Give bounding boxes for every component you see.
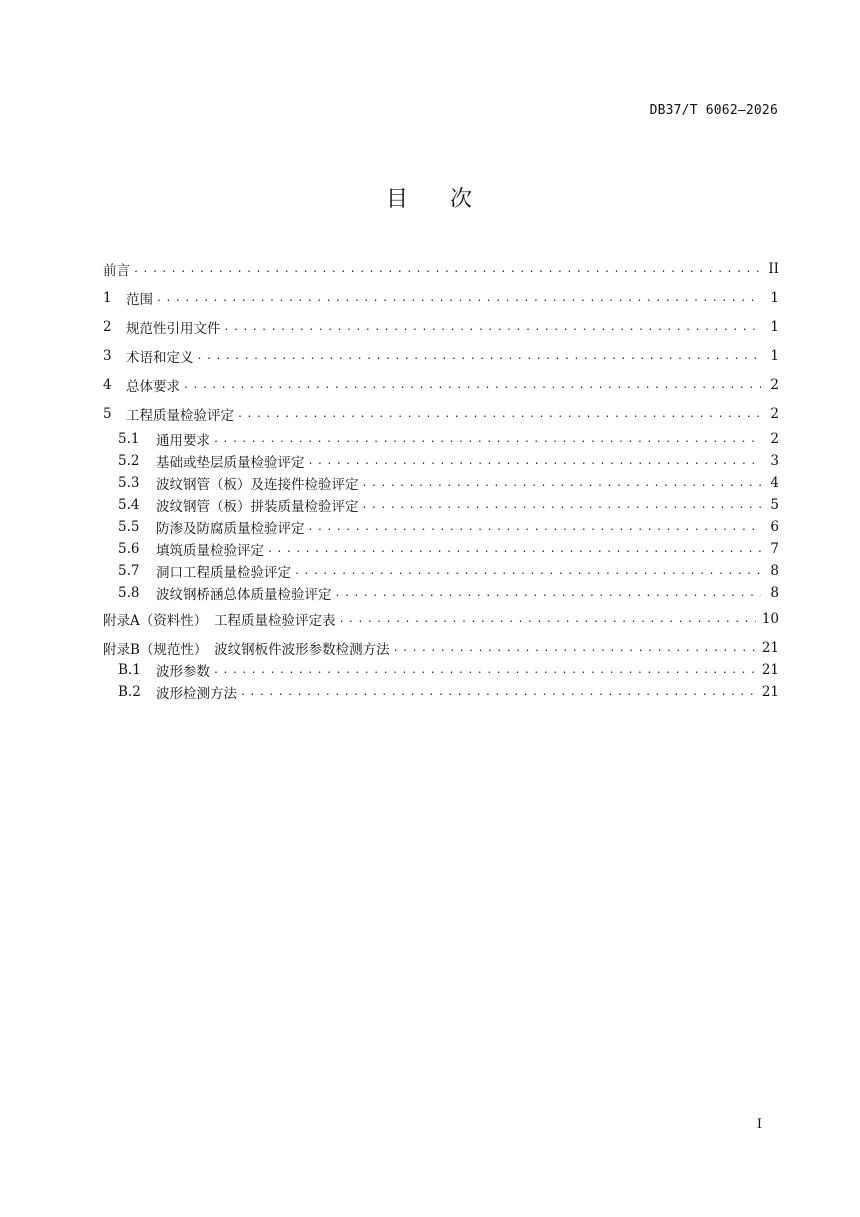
toc-entry-label: 通用要求: [156, 433, 210, 449]
toc-entry-page: 5: [770, 497, 779, 513]
toc-entry-label: 前言: [103, 263, 130, 279]
toc-entry-foreword[interactable]: [103, 258, 779, 280]
toc-entry-page: 2: [770, 406, 779, 422]
toc-leader-dots: [224, 322, 762, 338]
title-char-1: 目: [385, 187, 410, 212]
toc-entry-label: 附录B（规范性） 波纹钢板件波形参数检测方法: [103, 642, 390, 658]
toc-leader-dots: [133, 264, 761, 280]
toc-entry-label: 防渗及防腐质量检验评定: [156, 521, 305, 537]
toc-entry-page: 21: [761, 640, 779, 656]
toc-entry-appendix-b[interactable]: [103, 637, 779, 659]
toc-entry-page: 21: [761, 684, 779, 700]
toc-entry-page: 3: [770, 453, 779, 469]
toc-leader-dots: [362, 500, 762, 516]
toc-leader-dots: [197, 351, 762, 367]
toc-entry-number: B.1: [118, 662, 141, 678]
toc-leader-dots: [267, 544, 761, 560]
toc-leader-dots: [156, 293, 761, 309]
toc-entry-number: 5.6: [118, 541, 140, 557]
toc-entry-page: 1: [770, 319, 779, 335]
toc-entry-label: 洞口工程质量检验评定: [156, 565, 291, 581]
toc-entry-number: 5.3: [118, 475, 140, 491]
page-number: I: [756, 1117, 762, 1132]
toc-entry-label: 波纹钢桥涵总体质量检验评定: [156, 587, 332, 603]
toc-entry-page: 7: [770, 541, 779, 557]
toc-leader-dots: [213, 434, 761, 450]
toc-leader-dots: [240, 687, 756, 703]
toc-entry-label: 波纹钢管（板）及连接件检验评定: [156, 477, 359, 493]
toc-entry-number: 1: [103, 290, 112, 306]
toc-leader-dots: [294, 566, 761, 582]
toc-entry-page: 21: [761, 662, 779, 678]
toc-leader-dots: [362, 478, 762, 494]
title-char-2: 次: [450, 187, 475, 212]
toc-entry-5-5[interactable]: [118, 516, 779, 538]
toc-entry-page: 8: [770, 563, 779, 579]
toc-entry-5-3[interactable]: [118, 472, 779, 494]
standard-code: DB37/T 6062—2026: [649, 103, 778, 118]
toc-entry-1[interactable]: [103, 287, 779, 309]
toc-entry-5[interactable]: [103, 403, 779, 425]
toc-entry-page: 2: [770, 431, 779, 447]
toc-entry-number: 5.5: [118, 519, 140, 535]
toc-entry-number: 5.4: [118, 497, 140, 513]
toc-entry-page: 1: [770, 290, 779, 306]
toc-entry-page: II: [768, 261, 779, 277]
toc-leader-dots: [393, 643, 756, 659]
toc-entry-5-8[interactable]: [118, 582, 779, 604]
toc-leader-dots: [237, 409, 761, 425]
toc-entry-label: 规范性引用文件: [126, 321, 221, 337]
toc-entry-page: 8: [770, 585, 779, 601]
toc-leader-dots: [335, 588, 762, 604]
toc-entry-label: 范围: [126, 292, 153, 308]
toc-entry-5-7[interactable]: [118, 560, 779, 582]
toc-entry-number: 5.7: [118, 563, 140, 579]
page-title: [0, 182, 860, 213]
toc-leader-dots: [339, 614, 756, 630]
toc-entry-number: 2: [103, 319, 112, 335]
toc-entry-b-1[interactable]: [118, 659, 779, 681]
toc-entry-number: B.2: [118, 684, 141, 700]
toc-entry-label: 波纹钢管（板）拼装质量检验评定: [156, 499, 359, 515]
toc-entry-page: 4: [770, 475, 779, 491]
toc-entry-5-2[interactable]: [118, 450, 779, 472]
toc-entry-number: 4: [103, 377, 112, 393]
toc-entry-label: 波形参数: [156, 664, 210, 680]
toc-leader-dots: [183, 380, 761, 396]
toc-leader-dots: [213, 665, 756, 681]
toc-entry-number: 5.1: [118, 431, 140, 447]
toc-entry-label: 波形检测方法: [156, 686, 237, 702]
toc-entry-label: 总体要求: [126, 379, 180, 395]
toc-entry-5-6[interactable]: [118, 538, 779, 560]
toc-entry-label: 填筑质量检验评定: [156, 543, 264, 559]
toc-entry-number: 5.8: [118, 585, 140, 601]
toc-entry-number: 5: [103, 406, 112, 422]
toc-entry-page: 10: [761, 611, 779, 627]
toc-entry-label: 术语和定义: [126, 350, 194, 366]
toc-entry-5-1[interactable]: [118, 428, 779, 450]
toc-entry-label: 附录A（资料性） 工程质量检验评定表: [103, 613, 336, 629]
toc-entry-appendix-a[interactable]: [103, 608, 779, 630]
toc-entry-page: 6: [770, 519, 779, 535]
toc-entry-2[interactable]: [103, 316, 779, 338]
toc-leader-dots: [308, 456, 762, 472]
toc-entry-page: 1: [770, 348, 779, 364]
toc-entry-4[interactable]: [103, 374, 779, 396]
toc-entry-label: 基础或垫层质量检验评定: [156, 455, 305, 471]
toc-entry-number: 5.2: [118, 453, 140, 469]
toc-entry-5-4[interactable]: [118, 494, 779, 516]
toc-entry-b-2[interactable]: [118, 681, 779, 703]
toc-entry-label: 工程质量检验评定: [126, 408, 234, 424]
toc-entry-page: 2: [770, 377, 779, 393]
toc-leader-dots: [308, 522, 762, 538]
toc-entry-3[interactable]: [103, 345, 779, 367]
toc-entry-number: 3: [103, 348, 112, 364]
